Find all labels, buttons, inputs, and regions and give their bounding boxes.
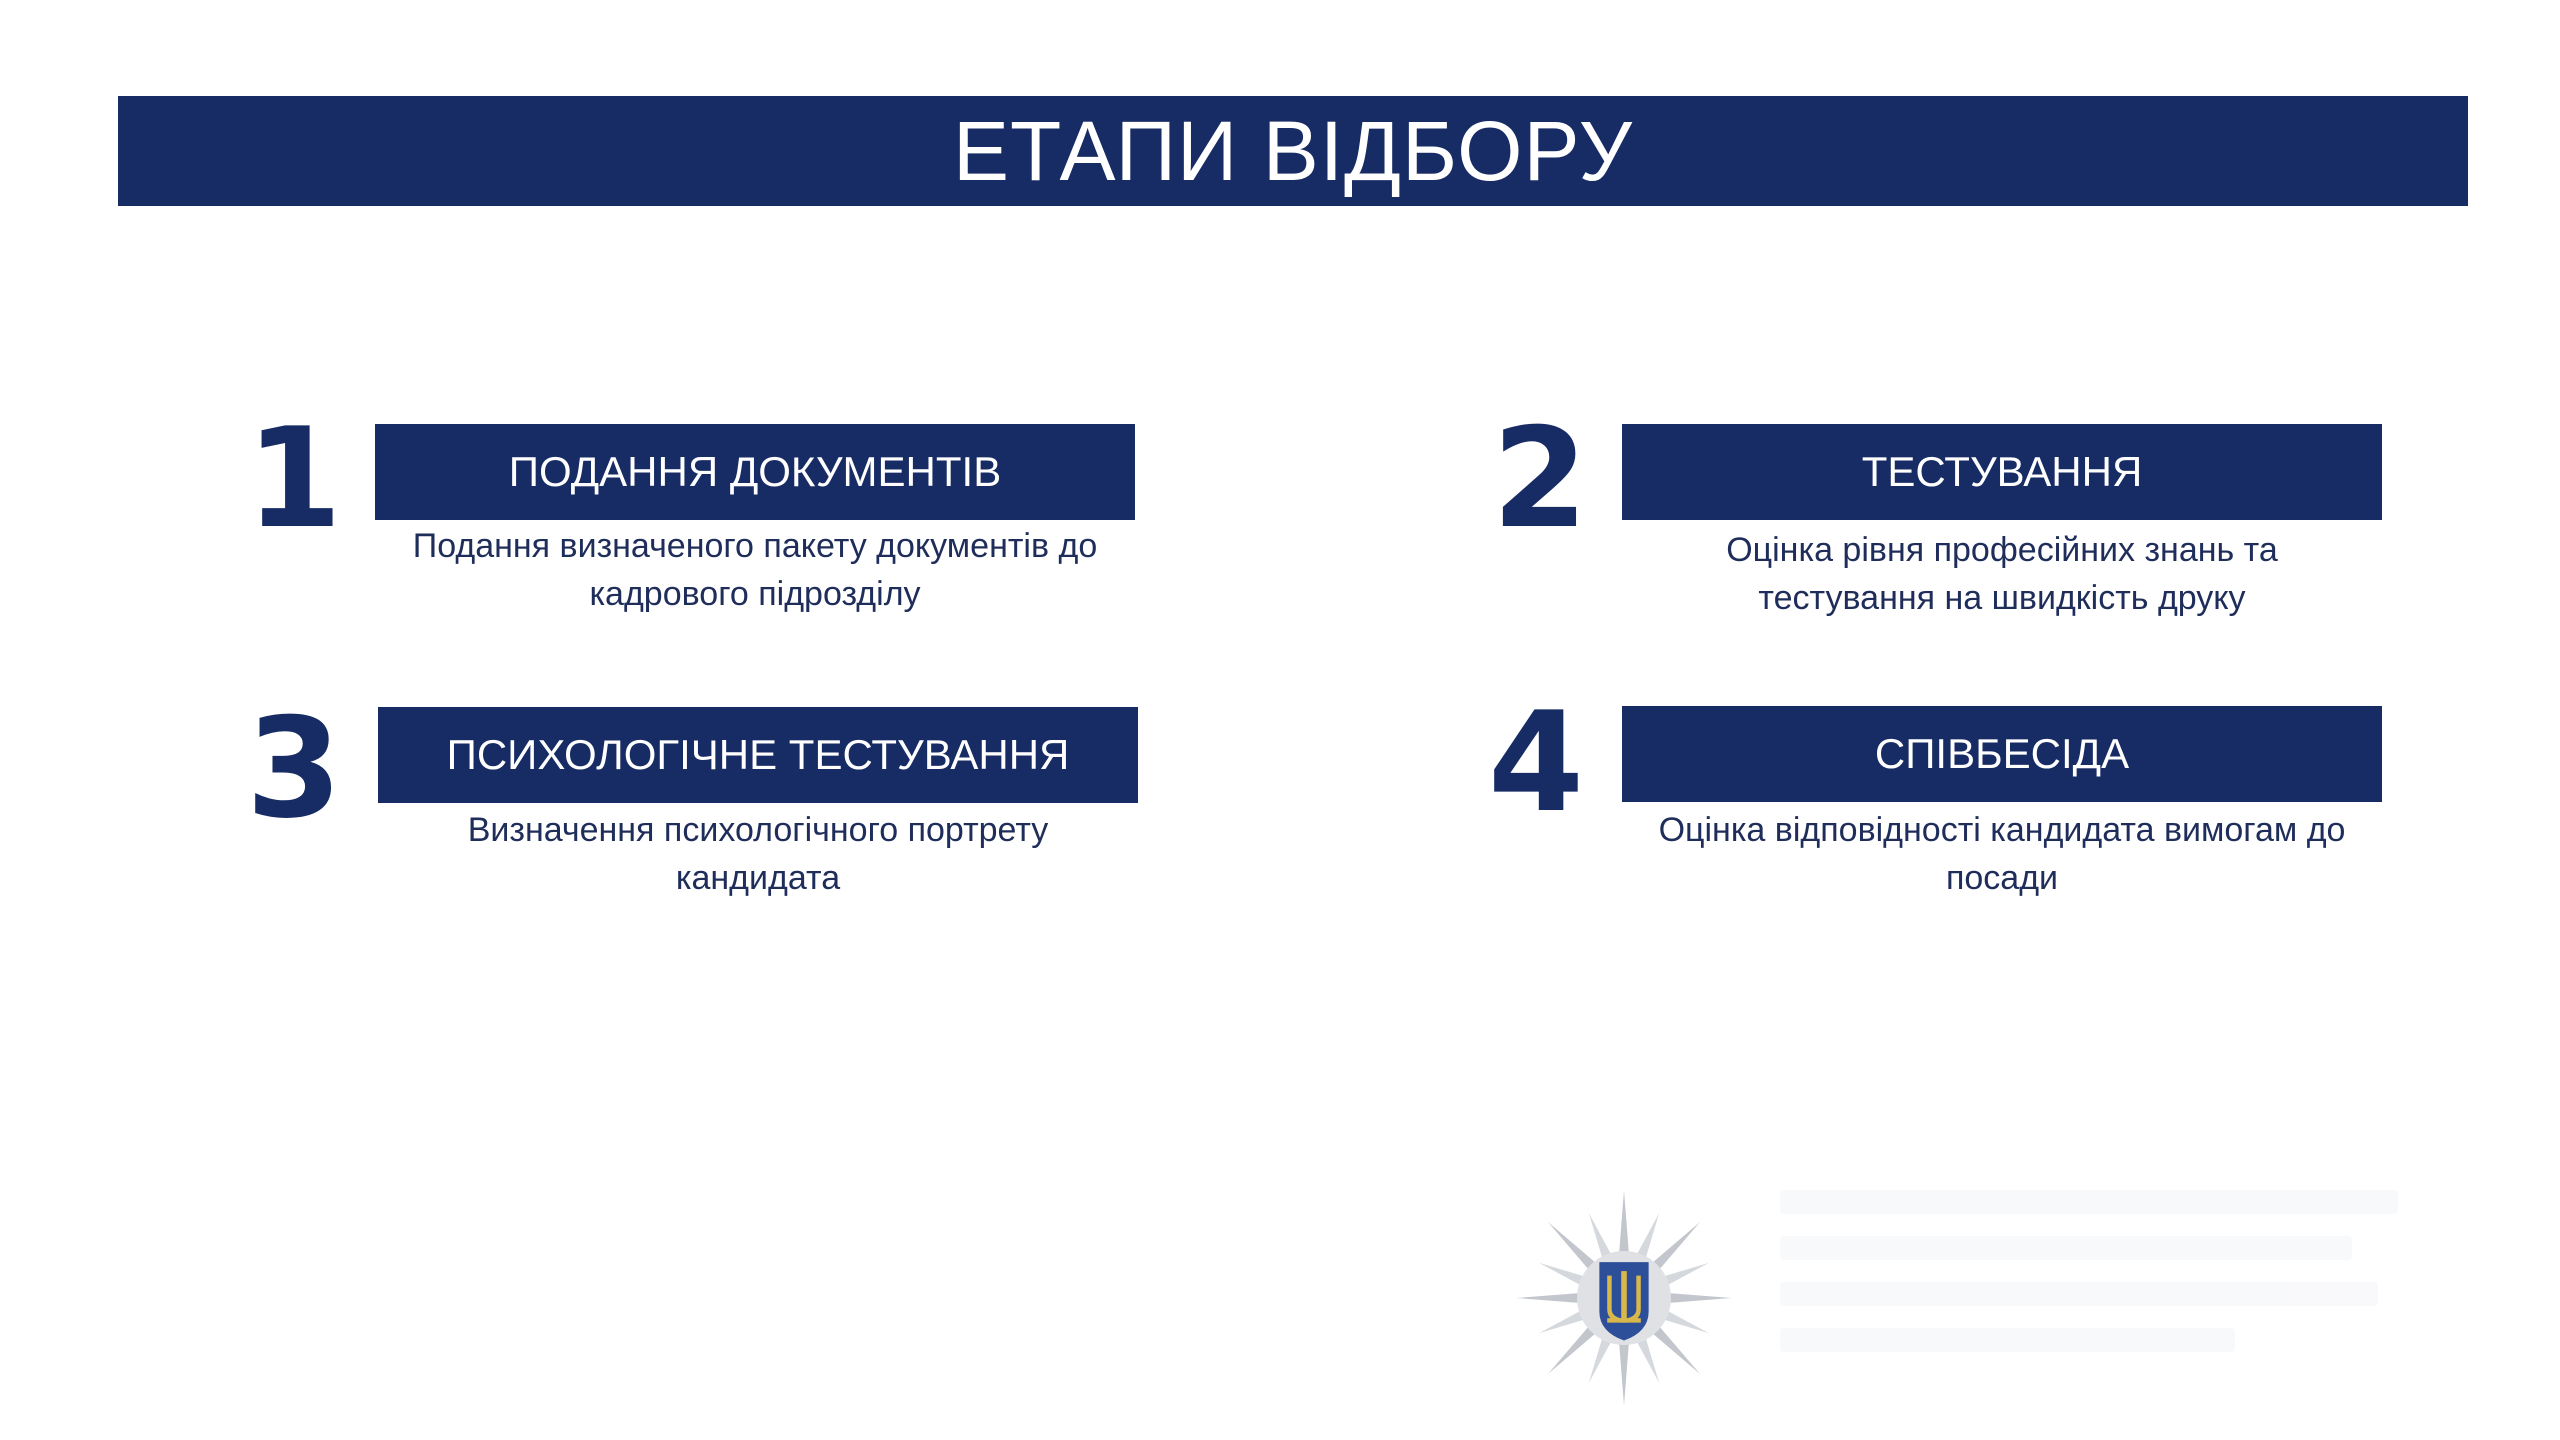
step-4-number: 4: [1488, 682, 1585, 843]
step-4-description-line-1: Оцінка відповідності кандидата вимогам до: [1658, 811, 2346, 849]
star-ray: [1516, 1293, 1581, 1303]
step-4-description: [1622, 806, 2382, 902]
step-1-heading: ПОДАННЯ ДОКУМЕНТІВ: [508, 448, 1002, 495]
step-3-heading: ПСИХОЛОГІЧНЕ ТЕСТУВАННЯ: [446, 731, 1070, 778]
star-ray: [1619, 1340, 1629, 1405]
step-2-description-line-1: Оцінка рівня професійних знань та: [1726, 531, 2278, 569]
step-4-heading: СПІВБЕСІДА: [1874, 730, 2130, 777]
title-bar: [118, 96, 2468, 206]
step-1-description-line-1: Подання визначеного пакету документів до: [412, 527, 1098, 565]
step-3-description-line-2: кандидата: [675, 859, 841, 897]
star-ray: [1666, 1293, 1731, 1303]
step-2-description-line-2: тестування на швидкість друку: [1758, 579, 2246, 617]
step-1-number: 1: [246, 398, 343, 559]
star-ray: [1548, 1222, 1598, 1272]
star-ray: [1650, 1222, 1700, 1272]
star-ray: [1650, 1324, 1700, 1374]
step-3-number: 3: [246, 688, 343, 849]
step-3-description: [378, 806, 1138, 902]
star-ray: [1548, 1324, 1598, 1374]
step-2-number: 2: [1492, 398, 1589, 559]
step-1-bar: [375, 424, 1135, 520]
police-star-emblem-icon: [1512, 1186, 1736, 1410]
step-4-bar: [1622, 706, 2382, 802]
faint-watermark: [1780, 1190, 2430, 1400]
step-2-description: [1622, 526, 2382, 622]
step-1-description-line-2: кадрового підрозділу: [589, 575, 921, 613]
step-2-bar: [1622, 424, 2382, 520]
star-ray: [1619, 1190, 1629, 1255]
step-3-bar: [378, 707, 1138, 803]
step-3-description-line-1: Визначення психологічного портрету: [467, 811, 1049, 849]
step-2-heading: ТЕСТУВАННЯ: [1861, 448, 2143, 495]
step-4-description-line-2: посади: [1945, 859, 2059, 897]
step-1-description: [375, 522, 1135, 618]
page-title: ЕТАПИ ВІДБОРУ: [952, 104, 1634, 198]
